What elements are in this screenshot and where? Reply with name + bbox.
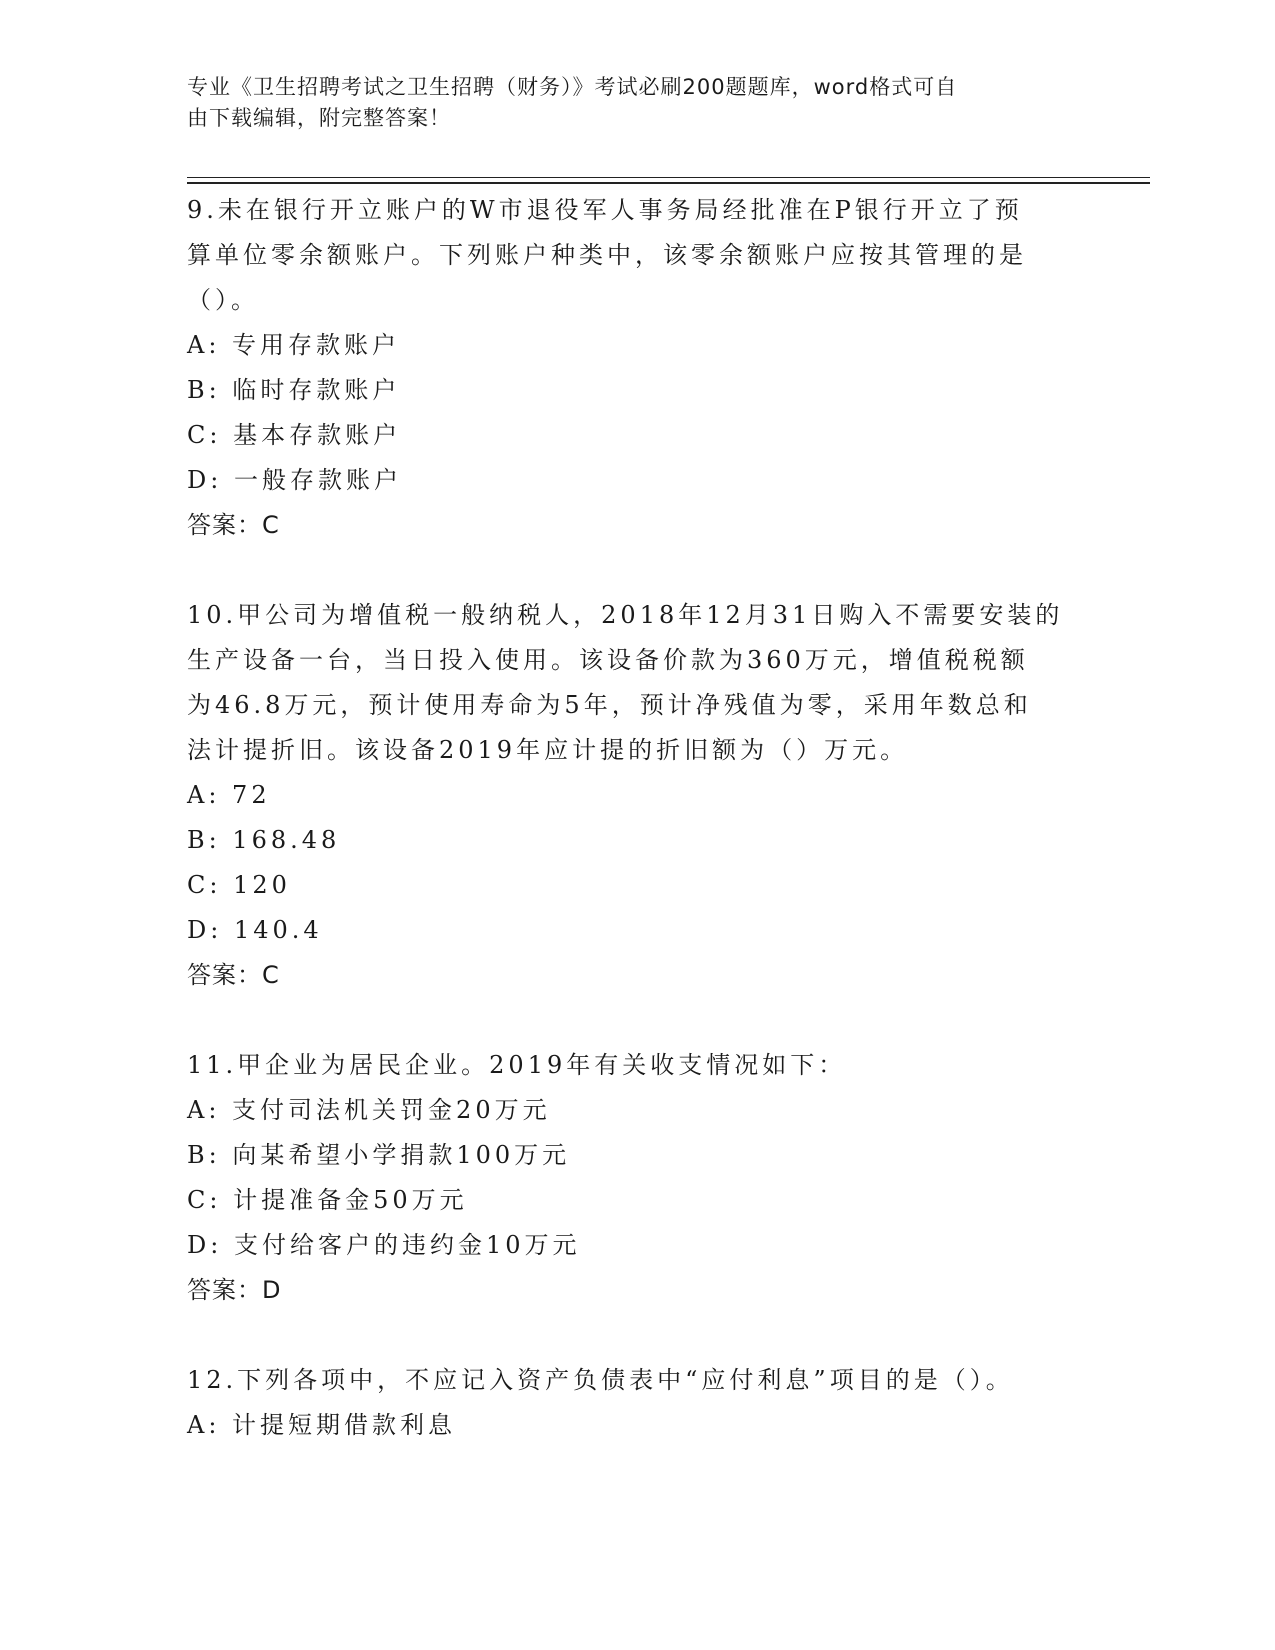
header-line-1: 专业《卫生招聘考试之卫生招聘（财务）》考试必刷200题题库，word格式可自 [187,75,958,99]
option-a: A: 计提短期借款利息 [187,1411,457,1439]
answer: 答案：C [187,961,280,989]
question-list [187,188,1087,1448]
option-c: C: 120 [187,871,291,899]
question-stem-line: 算单位零余额账户。下列账户种类中，该零余额账户应按其管理的是 [187,241,1027,269]
answer: 答案：C [187,511,280,539]
option-d: D: 140.4 [187,916,323,944]
option-b: B: 168.48 [187,826,341,854]
option-a: A: 72 [187,781,271,809]
question-9 [187,188,1087,548]
question-12 [187,1358,1087,1448]
document-header [187,72,1067,134]
question-stem-line: 11.甲企业为居民企业。2019年有关收支情况如下： [187,1051,847,1079]
question-stem-line: 9.未在银行开立账户的W市退役军人事务局经批准在P银行开立了预 [187,196,1023,224]
spacer [187,1313,1087,1358]
header-line-2: 由下载编辑，附完整答案！ [187,106,451,130]
question-10 [187,593,1087,998]
option-a: A: 支付司法机关罚金20万元 [187,1096,551,1124]
question-11 [187,1043,1087,1313]
header-divider-thin [187,177,1150,178]
spacer [187,548,1087,593]
option-a: A: 专用存款账户 [187,331,401,359]
question-stem-line: 为46.8万元，预计使用寿命为5年，预计净残值为零，采用年数总和 [187,691,1032,719]
question-stem-line: 12.下列各项中，不应记入资产负债表中“应付利息”项目的是（）。 [187,1366,1014,1394]
option-d: D: 支付给客户的违约金10万元 [187,1231,581,1259]
spacer [187,998,1087,1043]
answer: 答案：D [187,1276,282,1304]
option-b: B: 临时存款账户 [187,376,401,404]
option-b: B: 向某希望小学捐款100万元 [187,1141,571,1169]
question-stem-line: （）。 [187,286,259,314]
option-c: C: 基本存款账户 [187,421,402,449]
question-stem-line: 法计提折旧。该设备2019年应计提的折旧额为（）万元。 [187,736,909,764]
option-d: D: 一般存款账户 [187,466,402,494]
option-c: C: 计提准备金50万元 [187,1186,468,1214]
question-stem-line: 生产设备一台，当日投入使用。该设备价款为360万元，增值税税额 [187,646,1029,674]
question-stem-line: 10.甲公司为增值税一般纳税人，2018年12月31日购入不需要安装的 [187,601,1064,629]
header-divider-thick [187,182,1150,184]
